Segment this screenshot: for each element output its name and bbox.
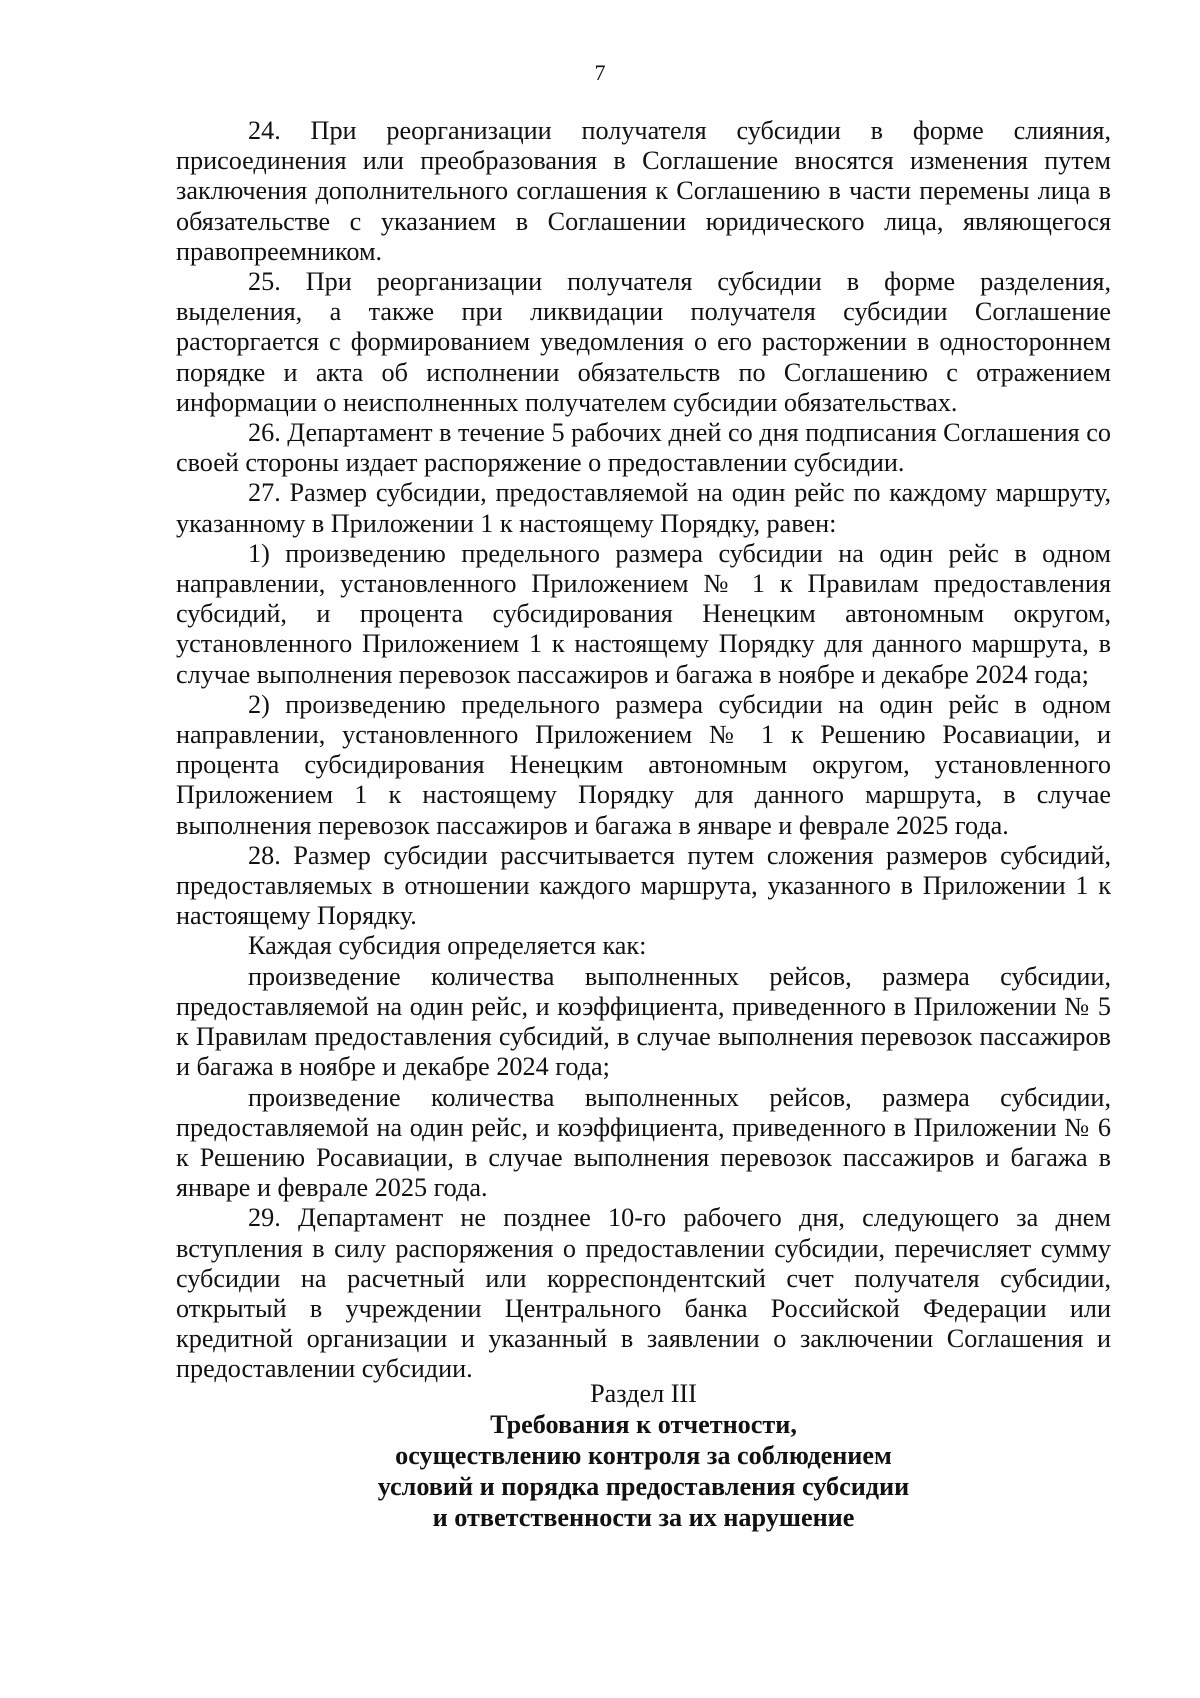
section-title-line: условий и порядка предоставления субсидии <box>377 1472 910 1501</box>
section-title-line: и ответственности за их нарушение <box>432 1503 855 1532</box>
paragraph-27: 27. Размер субсидии, предоставляемой на один рейс по каждому маршруту, указанному в Приложении 1 к настоящему Порядку, равен: <box>176 478 1111 538</box>
paragraph-28-intro: Каждая субсидия определяется как: <box>248 931 647 961</box>
paragraph-27-item-2: 2) произведению предельного размера субсидии на один рейс в одном направлении, установленного Приложением № 1 к Решению Росавиации, и процента субсидирования Ненецким автономным округом, установленного Приложением 1 к настоящему Порядку для данного маршрута, в случае выполнения перевозок пассажиров и багажа в январе и феврале 2025 года. <box>176 689 1111 840</box>
paragraph-25: 25. При реорганизации получателя субсидии в форме разделения, выделения, а также при ликвидации получателя субсидии Соглашение расторгается с формированием уведомления о его расторжении в одностороннем порядке и акта об исполнении обязательств по Соглашению с отражением информации о неисполненных получателем субсидии обязательствах. <box>176 267 1111 417</box>
paragraph-27-item-1: 1) произведению предельного размера субсидии на один рейс в одном направлении, установленного Приложением № 1 к Правилам предоставления субсидий, и процента субсидирования Ненецким автономным округом, установленного Приложением 1 к настоящему Порядку для данного маршрута, в случае выполнения перевозок пассажиров и багажа в ноябре и декабре 2024 года; <box>176 538 1111 689</box>
document-body <box>176 116 1111 1385</box>
paragraph-26: 26. Департамент в течение 5 рабочих дней со дня подписания Соглашения со своей стороны издает распоряжение о предоставлении субсидии. <box>176 418 1111 478</box>
section-title-line: осуществлению контроля за соблюдением <box>395 1441 892 1470</box>
page-number: 7 <box>594 60 606 85</box>
section-label: Раздел III <box>590 1379 697 1408</box>
paragraph-28: 28. Размер субсидии рассчитывается путем сложения размеров субсидий, предоставляемых в отношении каждого маршрута, указанного в Приложении 1 к настоящему Порядку. <box>176 840 1111 931</box>
section-heading <box>176 1378 1111 1533</box>
paragraph-24: 24. При реорганизации получателя субсидии в форме слияния, присоединения или преобразования в Соглашение вносятся изменения путем заключения дополнительного соглашения к Соглашению в части перемены лица в обязательстве с указанием в Соглашении юридического лица, являющегося правопреемником. <box>176 116 1111 266</box>
paragraph-28-case-2: произведение количества выполненных рейсов, размера субсидии, предоставляемой на один рейс, и коэффициента, приведенного в Приложении № 6 к Решению Росавиации, в случае выполнения перевозок пассажиров и багажа в январе и феврале 2025 года. <box>176 1082 1111 1203</box>
paragraph-28-case-1: произведение количества выполненных рейсов, размера субсидии, предоставляемой на один рейс, и коэффициента, приведенного в Приложении № 5 к Правилам предоставления субсидий, в случае выполнения перевозок пассажиров и багажа в ноябре и декабре 2024 года; <box>176 961 1111 1082</box>
section-title-line: Требования к отчетности, <box>490 1410 797 1439</box>
paragraph-29: 29. Департамент не позднее 10-го рабочего дня, следующего за днем вступления в силу распоряжения о предоставлении субсидии, перечисляет сумму субсидии на расчетный или корреспондентский счет получателя субсидии, открытый в учреждении Центрального банка Российской Федерации или кредитной организации и указанный в заявлении о заключении Соглашения и предоставлении субсидии. <box>176 1203 1111 1384</box>
